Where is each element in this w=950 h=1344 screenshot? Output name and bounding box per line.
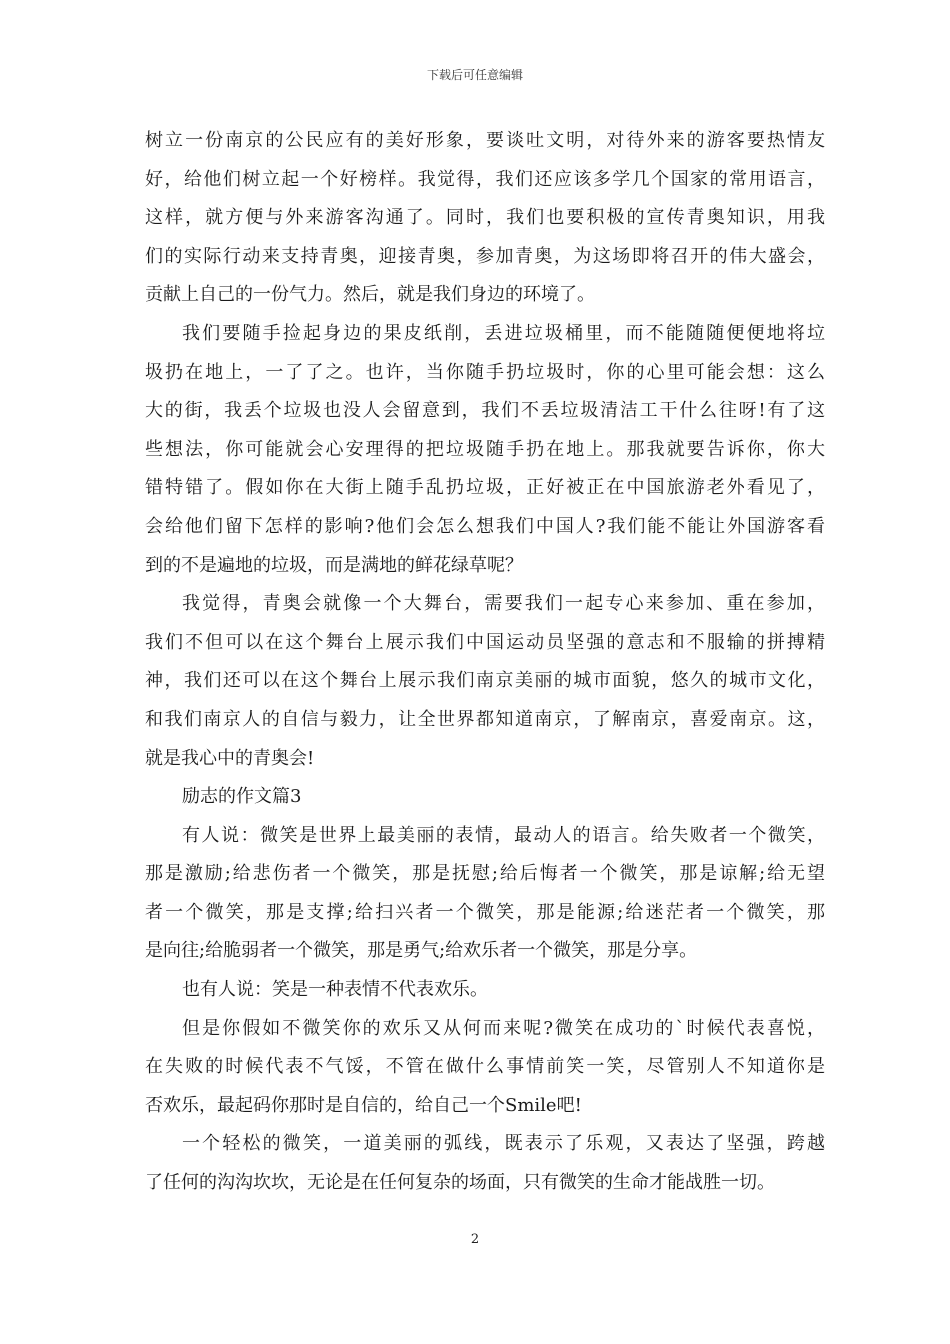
paragraph-line: 了任何的沟沟坎坎，无论是在任何复杂的场面，只有微笑的生命才能战胜一切。 xyxy=(145,1172,775,1194)
paragraph-line: 者一个微笑，那是支撑;给扫兴者一个微笑，那是能源;给迷茫者一个微笑，那 xyxy=(145,901,825,923)
paragraph-line: 错特错了。假如你在大街上随手乱扔垃圾，正好被正在中国旅游老外看见了， xyxy=(145,477,825,499)
paragraph-line: 和我们南京人的自信与毅力，让全世界都知道南京，了解南京，喜爱南京。这， xyxy=(145,708,825,730)
paragraph-line: 一个轻松的微笑，一道美丽的弧线，既表示了乐观，又表达了坚强，跨越 xyxy=(182,1133,825,1155)
paragraph-line: 我觉得，青奥会就像一个大舞台，需要我们一起专心来参加、重在参加， xyxy=(182,593,825,615)
paragraph-line: 我们要随手捡起身边的果皮纸削，丢进垃圾桶里，而不能随随便便地将垃 xyxy=(182,322,825,344)
paragraph-line: 那是激励;给悲伤者一个微笑，那是抚慰;给后悔者一个微笑，那是谅解;给无望 xyxy=(145,863,825,885)
paragraph-line: 圾扔在地上，一了了之。也许，当你随手扔垃圾时，你的心里可能会想：这么 xyxy=(145,361,825,383)
paragraph-line: 也有人说：笑是一种表情不代表欢乐。 xyxy=(182,979,488,1001)
paragraph-line: 有人说：微笑是世界上最美丽的表情，最动人的语言。给失败者一个微笑， xyxy=(182,824,825,846)
paragraph-line: 励志的作文篇3 xyxy=(182,786,302,808)
paragraph xyxy=(145,971,825,1010)
paragraph-line: 们的实际行动来支持青奥，迎接青奥，参加青奥，为这场即将召开的伟大盛会， xyxy=(145,245,825,267)
paragraph-line: 好，给他们树立起一个好榜样。我觉得，我们还应该多学几个国家的常用语言， xyxy=(145,168,825,190)
paragraph-line: 否欢乐，最起码你那时是自信的，给自己一个Smile吧! xyxy=(145,1094,582,1116)
paragraph xyxy=(145,315,825,585)
paragraph-line: 会给他们留下怎样的影响?他们会怎么想我们中国人?我们能不能让外国游客看 xyxy=(145,515,825,537)
paragraph-line: 神，我们还可以在这个舞台上展示我们南京美丽的城市面貌，悠久的城市文化， xyxy=(145,670,825,692)
document-body xyxy=(145,122,825,1203)
page-header: 下载后可任意编辑 xyxy=(426,68,523,82)
paragraph xyxy=(145,778,825,817)
paragraph-line: 些想法，你可能就会心安理得的把垃圾随手扔在地上。那我就要告诉你，你大 xyxy=(145,438,825,460)
paragraph xyxy=(145,585,825,778)
paragraph-line: 在失败的时候代表不气馁，不管在做什么事情前笑一笑，尽管别人不知道你是 xyxy=(145,1056,825,1078)
paragraph-line: 就是我心中的青奥会! xyxy=(145,747,315,769)
paragraph-line: 是向往;给脆弱者一个微笑，那是勇气;给欢乐者一个微笑，那是分享。 xyxy=(145,940,698,962)
paragraph-line: 大的街，我丢个垃圾也没人会留意到，我们不丢垃圾清洁工干什么往呀!有了这 xyxy=(145,400,825,422)
paragraph-line: 我们不但可以在这个舞台上展示我们中国运动员坚强的意志和不服输的拼搏精 xyxy=(145,631,825,653)
page-number: 2 xyxy=(470,1232,480,1247)
paragraph xyxy=(145,1010,825,1126)
paragraph-line: 贡献上自己的一份气力。然后，就是我们身边的环境了。 xyxy=(145,284,595,306)
paragraph-line: 树立一份南京的公民应有的美好形象，要谈吐文明，对待外来的游客要热情友 xyxy=(145,130,825,151)
paragraph-line: 但是你假如不微笑你的欢乐又从何而来呢?微笑在成功的`时候代表喜悦， xyxy=(182,1017,825,1039)
paragraph-line: 到的不是遍地的垃圾，而是满地的鲜花绿草呢？ xyxy=(145,554,523,576)
paragraph xyxy=(145,122,825,315)
paragraph-line: 这样，就方便与外来游客沟通了。同时，我们也要积极的宣传青奥知识，用我 xyxy=(145,207,825,229)
paragraph xyxy=(145,1125,825,1202)
paragraph xyxy=(145,817,825,971)
